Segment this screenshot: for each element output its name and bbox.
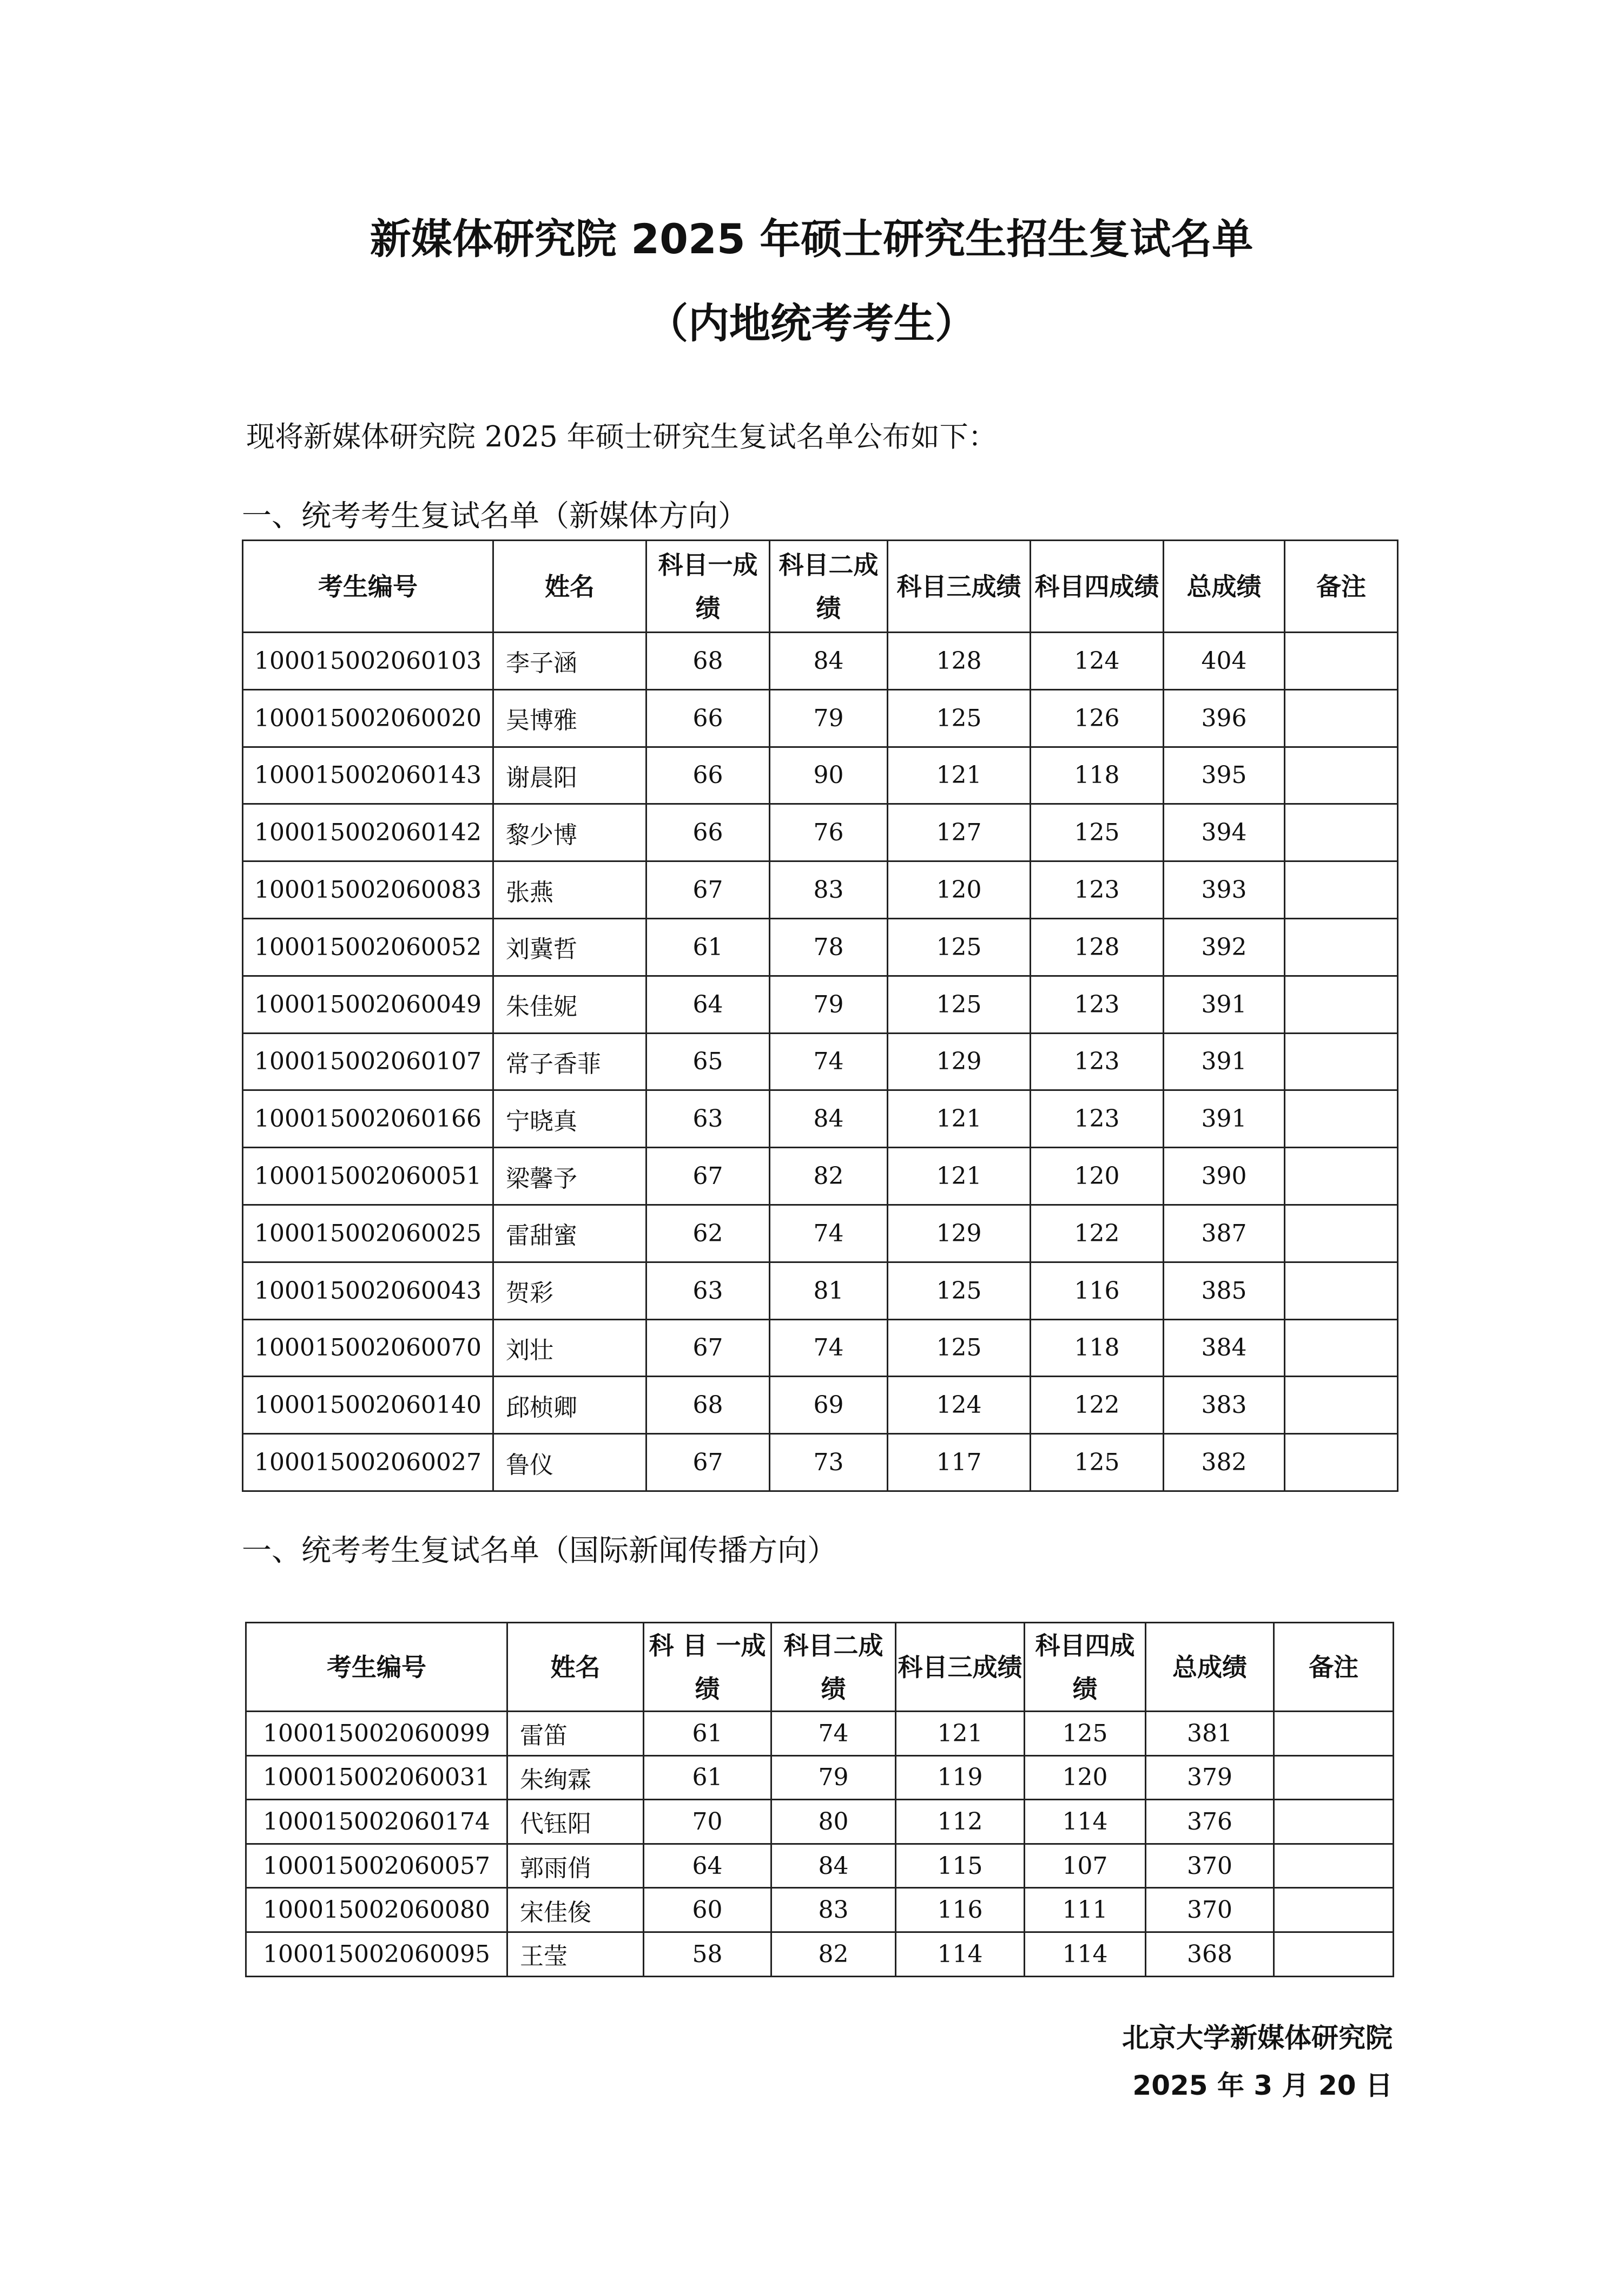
remarks-cell — [1285, 1148, 1398, 1205]
remarks-cell — [1274, 1712, 1394, 1756]
column-header: 科目二成绩 — [770, 541, 888, 633]
name-cell: 宁晓真 — [493, 1090, 646, 1148]
table-row — [243, 861, 1398, 919]
column-header: 姓名 — [493, 541, 646, 633]
total-score-cell: 383 — [1164, 1377, 1285, 1434]
subject-1-score-cell: 67 — [646, 1319, 770, 1377]
total-score-cell: 385 — [1164, 1262, 1285, 1319]
signature-organization: 北京大学新媒体研究院 — [1122, 2022, 1393, 2054]
table-row — [243, 1319, 1398, 1377]
total-score-cell: 392 — [1164, 918, 1285, 976]
subject-3-score-cell: 127 — [888, 804, 1031, 861]
column-header: 总成绩 — [1146, 1623, 1274, 1712]
name-cell: 吴博雅 — [493, 689, 646, 747]
subject-3-score-cell: 115 — [896, 1844, 1025, 1888]
subject-1-score-cell: 70 — [644, 1800, 771, 1844]
remarks-cell — [1274, 1888, 1394, 1932]
subject-1-score-cell: 67 — [646, 1148, 770, 1205]
subject-2-score-cell: 81 — [770, 1262, 888, 1319]
subject-1-score-cell: 65 — [646, 1033, 770, 1090]
subject-2-score-cell: 79 — [770, 976, 888, 1033]
table-row — [243, 1434, 1398, 1491]
table-row — [243, 689, 1398, 747]
section-heading-new-media: 一、统考考生复试名单（新媒体方向） — [242, 498, 748, 533]
document-subtitle: （内地统考考生） — [647, 299, 976, 347]
remarks-cell — [1285, 1377, 1398, 1434]
subject-4-score-cell: 118 — [1031, 1319, 1164, 1377]
section-heading-international-news: 一、统考考生复试名单（国际新闻传播方向） — [242, 1533, 837, 1568]
subject-1-score-cell: 68 — [646, 1377, 770, 1434]
remarks-cell — [1274, 1755, 1394, 1800]
total-score-cell: 391 — [1164, 976, 1285, 1033]
candidate-id-cell: 100015002060020 — [243, 689, 493, 747]
subject-3-score-cell: 112 — [896, 1800, 1025, 1844]
candidate-id-cell: 100015002060099 — [246, 1712, 507, 1756]
column-header: 姓名 — [507, 1623, 644, 1712]
subject-4-score-cell: 122 — [1031, 1205, 1164, 1262]
table-row — [243, 1262, 1398, 1319]
subject-2-score-cell: 74 — [770, 1205, 888, 1262]
table-row — [246, 1844, 1394, 1888]
subject-4-score-cell: 114 — [1025, 1932, 1146, 1976]
subject-2-score-cell: 83 — [771, 1888, 896, 1932]
subject-2-score-cell: 80 — [771, 1800, 896, 1844]
remarks-cell — [1285, 1319, 1398, 1377]
subject-3-score-cell: 125 — [888, 976, 1031, 1033]
candidate-id-cell: 100015002060043 — [243, 1262, 493, 1319]
subject-3-score-cell: 125 — [888, 1319, 1031, 1377]
candidate-id-cell: 100015002060166 — [243, 1090, 493, 1148]
candidate-id-cell: 100015002060107 — [243, 1033, 493, 1090]
candidate-id-cell: 100015002060083 — [243, 861, 493, 919]
name-cell: 朱绚霖 — [507, 1755, 644, 1800]
candidate-id-cell: 100015002060070 — [243, 1319, 493, 1377]
subject-3-score-cell: 128 — [888, 633, 1031, 690]
remarks-cell — [1274, 1800, 1394, 1844]
table-row — [243, 1377, 1398, 1434]
subject-4-score-cell: 107 — [1025, 1844, 1146, 1888]
subject-2-score-cell: 83 — [770, 861, 888, 919]
subject-2-score-cell: 76 — [770, 804, 888, 861]
candidate-id-cell: 100015002060051 — [243, 1148, 493, 1205]
remarks-cell — [1285, 976, 1398, 1033]
subject-3-score-cell: 121 — [888, 747, 1031, 804]
subject-1-score-cell: 63 — [646, 1090, 770, 1148]
name-cell: 黎少博 — [493, 804, 646, 861]
total-score-cell: 391 — [1164, 1090, 1285, 1148]
total-score-cell: 390 — [1164, 1148, 1285, 1205]
subject-2-score-cell: 84 — [771, 1844, 896, 1888]
table-row — [246, 1712, 1394, 1756]
name-cell: 张燕 — [493, 861, 646, 919]
total-score-cell: 395 — [1164, 747, 1285, 804]
remarks-cell — [1285, 918, 1398, 976]
column-header: 科目四成绩 — [1025, 1623, 1146, 1712]
subject-3-score-cell: 125 — [888, 689, 1031, 747]
candidate-id-cell: 100015002060080 — [246, 1888, 507, 1932]
table-row — [243, 1033, 1398, 1090]
subject-4-score-cell: 120 — [1031, 1148, 1164, 1205]
table-row — [243, 633, 1398, 690]
score-table-new-media — [242, 540, 1398, 1492]
candidate-id-cell: 100015002060031 — [246, 1755, 507, 1800]
name-cell: 贺彩 — [493, 1262, 646, 1319]
total-score-cell: 382 — [1164, 1434, 1285, 1491]
subject-1-score-cell: 62 — [646, 1205, 770, 1262]
column-header: 科目四成绩 — [1031, 541, 1164, 633]
name-cell: 邱桢卿 — [493, 1377, 646, 1434]
column-header: 考生编号 — [243, 541, 493, 633]
subject-3-score-cell: 121 — [888, 1148, 1031, 1205]
column-header: 科目二成绩 — [771, 1623, 896, 1712]
column-header: 备注 — [1274, 1623, 1394, 1712]
subject-1-score-cell: 61 — [644, 1755, 771, 1800]
total-score-cell: 376 — [1146, 1800, 1274, 1844]
remarks-cell — [1285, 689, 1398, 747]
table-row — [243, 918, 1398, 976]
remarks-cell — [1285, 861, 1398, 919]
subject-3-score-cell: 114 — [896, 1932, 1025, 1976]
total-score-cell: 387 — [1164, 1205, 1285, 1262]
signature-date: 2025 年 3 月 20 日 — [1132, 2070, 1393, 2101]
subject-2-score-cell: 84 — [770, 633, 888, 690]
subject-3-score-cell: 129 — [888, 1205, 1031, 1262]
subject-1-score-cell: 61 — [646, 918, 770, 976]
candidate-id-cell: 100015002060103 — [243, 633, 493, 690]
column-header: 科目三成绩 — [896, 1623, 1025, 1712]
total-score-cell: 394 — [1164, 804, 1285, 861]
subject-1-score-cell: 64 — [644, 1844, 771, 1888]
subject-1-score-cell: 64 — [646, 976, 770, 1033]
total-score-cell: 370 — [1146, 1844, 1274, 1888]
column-header: 科目一成绩 — [646, 541, 770, 633]
total-score-cell: 370 — [1146, 1888, 1274, 1932]
remarks-cell — [1274, 1844, 1394, 1888]
total-score-cell: 384 — [1164, 1319, 1285, 1377]
candidate-id-cell: 100015002060049 — [243, 976, 493, 1033]
document-title: 新媒体研究院 2025 年硕士研究生招生复试名单 — [370, 215, 1253, 263]
subject-3-score-cell: 116 — [896, 1888, 1025, 1932]
subject-3-score-cell: 125 — [888, 918, 1031, 976]
subject-3-score-cell: 121 — [888, 1090, 1031, 1148]
table-row — [243, 804, 1398, 861]
remarks-cell — [1285, 633, 1398, 690]
subject-3-score-cell: 119 — [896, 1755, 1025, 1800]
subject-4-score-cell: 125 — [1031, 804, 1164, 861]
total-score-cell: 404 — [1164, 633, 1285, 690]
subject-4-score-cell: 128 — [1031, 918, 1164, 976]
table-header-row — [243, 541, 1398, 633]
name-cell: 王莹 — [507, 1932, 644, 1976]
remarks-cell — [1274, 1932, 1394, 1976]
name-cell: 刘壮 — [493, 1319, 646, 1377]
subject-4-score-cell: 126 — [1031, 689, 1164, 747]
name-cell: 郭雨俏 — [507, 1844, 644, 1888]
subject-1-score-cell: 66 — [646, 689, 770, 747]
remarks-cell — [1285, 1434, 1398, 1491]
subject-1-score-cell: 67 — [646, 1434, 770, 1491]
subject-2-score-cell: 73 — [770, 1434, 888, 1491]
table-row — [243, 1205, 1398, 1262]
column-header: 科 目 一成绩 — [644, 1623, 771, 1712]
subject-4-score-cell: 123 — [1031, 1090, 1164, 1148]
table-header-row — [246, 1623, 1394, 1712]
name-cell: 朱佳妮 — [493, 976, 646, 1033]
subject-1-score-cell: 67 — [646, 861, 770, 919]
table-row — [243, 976, 1398, 1033]
score-table-international-news — [245, 1622, 1394, 1977]
name-cell: 雷甜蜜 — [493, 1205, 646, 1262]
subject-3-score-cell: 120 — [888, 861, 1031, 919]
name-cell: 雷笛 — [507, 1712, 644, 1756]
subject-4-score-cell: 116 — [1031, 1262, 1164, 1319]
remarks-cell — [1285, 1090, 1398, 1148]
column-header: 考生编号 — [246, 1623, 507, 1712]
subject-1-score-cell: 66 — [646, 804, 770, 861]
subject-4-score-cell: 123 — [1031, 1033, 1164, 1090]
subject-1-score-cell: 61 — [644, 1712, 771, 1756]
total-score-cell: 393 — [1164, 861, 1285, 919]
name-cell: 刘冀哲 — [493, 918, 646, 976]
subject-2-score-cell: 69 — [770, 1377, 888, 1434]
table-row — [243, 1090, 1398, 1148]
total-score-cell: 379 — [1146, 1755, 1274, 1800]
subject-4-score-cell: 120 — [1025, 1755, 1146, 1800]
subject-2-score-cell: 79 — [771, 1755, 896, 1800]
table-row — [246, 1800, 1394, 1844]
remarks-cell — [1285, 804, 1398, 861]
subject-2-score-cell: 74 — [770, 1319, 888, 1377]
subject-4-score-cell: 114 — [1025, 1800, 1146, 1844]
name-cell: 李子涵 — [493, 633, 646, 690]
remarks-cell — [1285, 1033, 1398, 1090]
name-cell: 鲁仪 — [493, 1434, 646, 1491]
candidate-id-cell: 100015002060140 — [243, 1377, 493, 1434]
subject-3-score-cell: 125 — [888, 1262, 1031, 1319]
subject-1-score-cell: 58 — [644, 1932, 771, 1976]
subject-4-score-cell: 123 — [1031, 861, 1164, 919]
column-header: 科目三成绩 — [888, 541, 1031, 633]
table-row — [246, 1755, 1394, 1800]
total-score-cell: 396 — [1164, 689, 1285, 747]
subject-2-score-cell: 90 — [770, 747, 888, 804]
remarks-cell — [1285, 747, 1398, 804]
subject-4-score-cell: 123 — [1031, 976, 1164, 1033]
subject-1-score-cell: 68 — [646, 633, 770, 690]
total-score-cell: 381 — [1146, 1712, 1274, 1756]
subject-2-score-cell: 74 — [770, 1033, 888, 1090]
subject-1-score-cell: 63 — [646, 1262, 770, 1319]
subject-1-score-cell: 66 — [646, 747, 770, 804]
subject-2-score-cell: 84 — [770, 1090, 888, 1148]
subject-4-score-cell: 111 — [1025, 1888, 1146, 1932]
subject-1-score-cell: 60 — [644, 1888, 771, 1932]
candidate-id-cell: 100015002060143 — [243, 747, 493, 804]
name-cell: 代钰阳 — [507, 1800, 644, 1844]
subject-2-score-cell: 78 — [770, 918, 888, 976]
name-cell: 梁馨予 — [493, 1148, 646, 1205]
subject-3-score-cell: 129 — [888, 1033, 1031, 1090]
subject-4-score-cell: 118 — [1031, 747, 1164, 804]
subject-4-score-cell: 124 — [1031, 633, 1164, 690]
subject-4-score-cell: 122 — [1031, 1377, 1164, 1434]
intro-paragraph: 现将新媒体研究院 2025 年硕士研究生复试名单公布如下： — [246, 420, 997, 453]
table-row — [243, 747, 1398, 804]
total-score-cell: 368 — [1146, 1932, 1274, 1976]
name-cell: 谢晨阳 — [493, 747, 646, 804]
name-cell: 宋佳俊 — [507, 1888, 644, 1932]
table-row — [246, 1932, 1394, 1976]
subject-2-score-cell: 82 — [770, 1148, 888, 1205]
candidate-id-cell: 100015002060057 — [246, 1844, 507, 1888]
candidate-id-cell: 100015002060052 — [243, 918, 493, 976]
subject-2-score-cell: 74 — [771, 1712, 896, 1756]
subject-4-score-cell: 125 — [1031, 1434, 1164, 1491]
candidate-id-cell: 100015002060025 — [243, 1205, 493, 1262]
candidate-id-cell: 100015002060027 — [243, 1434, 493, 1491]
column-header: 备注 — [1285, 541, 1398, 633]
remarks-cell — [1285, 1262, 1398, 1319]
remarks-cell — [1285, 1205, 1398, 1262]
subject-2-score-cell: 82 — [771, 1932, 896, 1976]
subject-3-score-cell: 121 — [896, 1712, 1025, 1756]
subject-4-score-cell: 125 — [1025, 1712, 1146, 1756]
total-score-cell: 391 — [1164, 1033, 1285, 1090]
candidate-id-cell: 100015002060174 — [246, 1800, 507, 1844]
candidate-id-cell: 100015002060142 — [243, 804, 493, 861]
name-cell: 常子香菲 — [493, 1033, 646, 1090]
table-body — [246, 1712, 1394, 1977]
table-row — [246, 1888, 1394, 1932]
subject-2-score-cell: 79 — [770, 689, 888, 747]
candidate-id-cell: 100015002060095 — [246, 1932, 507, 1976]
subject-3-score-cell: 124 — [888, 1377, 1031, 1434]
column-header: 总成绩 — [1164, 541, 1285, 633]
table-row — [243, 1148, 1398, 1205]
subject-3-score-cell: 117 — [888, 1434, 1031, 1491]
table-body — [243, 633, 1398, 1491]
